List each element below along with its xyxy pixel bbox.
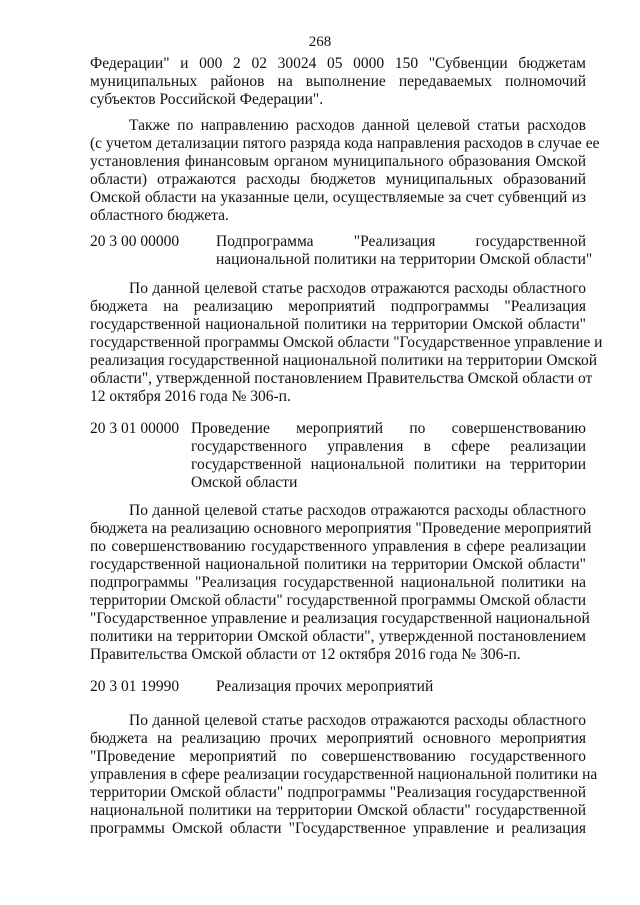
section-title-line: Проведение мероприятий по совершенствованию [191, 420, 586, 437]
text-line: Омской области на указанные цели, осуществляемые за счет субвенций из [90, 189, 586, 206]
budget-code: 20 3 01 19990 [90, 678, 180, 695]
text-line: муниципальных районов на выполнение передаваемых полномочий [90, 73, 586, 90]
section-title-line: Подпрограмма "Реализация государственной [216, 233, 586, 250]
section-title-line: Омской области [191, 474, 298, 491]
text-line: национальной политики на территории Омской области" государственной [90, 802, 586, 819]
budget-code: 20 3 00 00000 [90, 233, 180, 250]
text-line: подпрограммы "Реализация государственной национальной политики на [90, 574, 586, 591]
text-line: государственной национальной политики на территории Омской области" [90, 556, 586, 573]
text-line: По данной целевой статье расходов отражаются расходы областного [129, 280, 586, 297]
page-number: 268 [308, 34, 332, 50]
text-line: области) отражаются расходы бюджетов муниципальных образований [90, 171, 586, 188]
text-line: субъектов Российской Федерации". [90, 91, 324, 108]
text-line: программы Омской области "Государственное управление и реализация [90, 820, 586, 837]
section-title-line: национальной политики на территории Омской области" [216, 251, 593, 268]
text-line: политики на территории Омской области", утвержденной постановлением [90, 628, 586, 645]
text-line: областного бюджета. [90, 207, 229, 224]
text-line: установления финансовым органом муниципального образования Омской [90, 153, 586, 170]
text-line: реализация государственной национальной политики на территории Омской [90, 352, 597, 369]
text-line: 12 октября 2016 года № 306-п. [90, 388, 291, 405]
text-line: бюджета на реализацию прочих мероприятий основного мероприятия [90, 730, 586, 747]
text-line: территории Омской области" государственной программы Омской области [90, 592, 586, 609]
section-title-line: государственной национальной политики на территории [191, 456, 586, 473]
text-line: Также по направлению расходов данной целевой статьи расходов [129, 117, 586, 134]
text-line: бюджета на реализацию основного мероприятия "Проведение мероприятий [90, 520, 592, 537]
text-line: государственной программы Омской области "Государственное управление и [90, 334, 603, 351]
text-line: (с учетом детализации пятого разряда кода направления расходов в случае ее [90, 135, 600, 152]
text-line: по совершенствованию государственного управления в сфере реализации [90, 538, 586, 555]
text-line: территории Омской области" подпрограммы "Реализация государственной [90, 784, 586, 801]
text-line: управления в сфере реализации государственной национальной политики на [90, 766, 598, 783]
text-line: бюджета на реализацию мероприятий подпрограммы "Реализация [90, 298, 586, 315]
budget-code: 20 3 01 00000 [90, 420, 180, 437]
section-title-line: государственного управления в сфере реализации [191, 438, 586, 455]
text-line: государственной национальной политики на территории Омской области" [90, 316, 586, 333]
text-line: области", утвержденной постановлением Правительства Омской области от [90, 370, 593, 387]
text-line: По данной целевой статье расходов отражаются расходы областного [129, 712, 586, 729]
text-line: Федерации" и 000 2 02 30024 05 0000 150 "Субвенции бюджетам [90, 55, 586, 72]
text-line: Правительства Омской области от 12 октября 2016 года № 306-п. [90, 646, 521, 663]
section-title-line: Реализация прочих мероприятий [216, 678, 434, 695]
text-line: "Проведение мероприятий по совершенствованию государственного [90, 748, 586, 765]
text-line: "Государственное управление и реализация государственной национальной [90, 610, 590, 627]
text-line: По данной целевой статье расходов отражаются расходы областного [129, 502, 586, 519]
